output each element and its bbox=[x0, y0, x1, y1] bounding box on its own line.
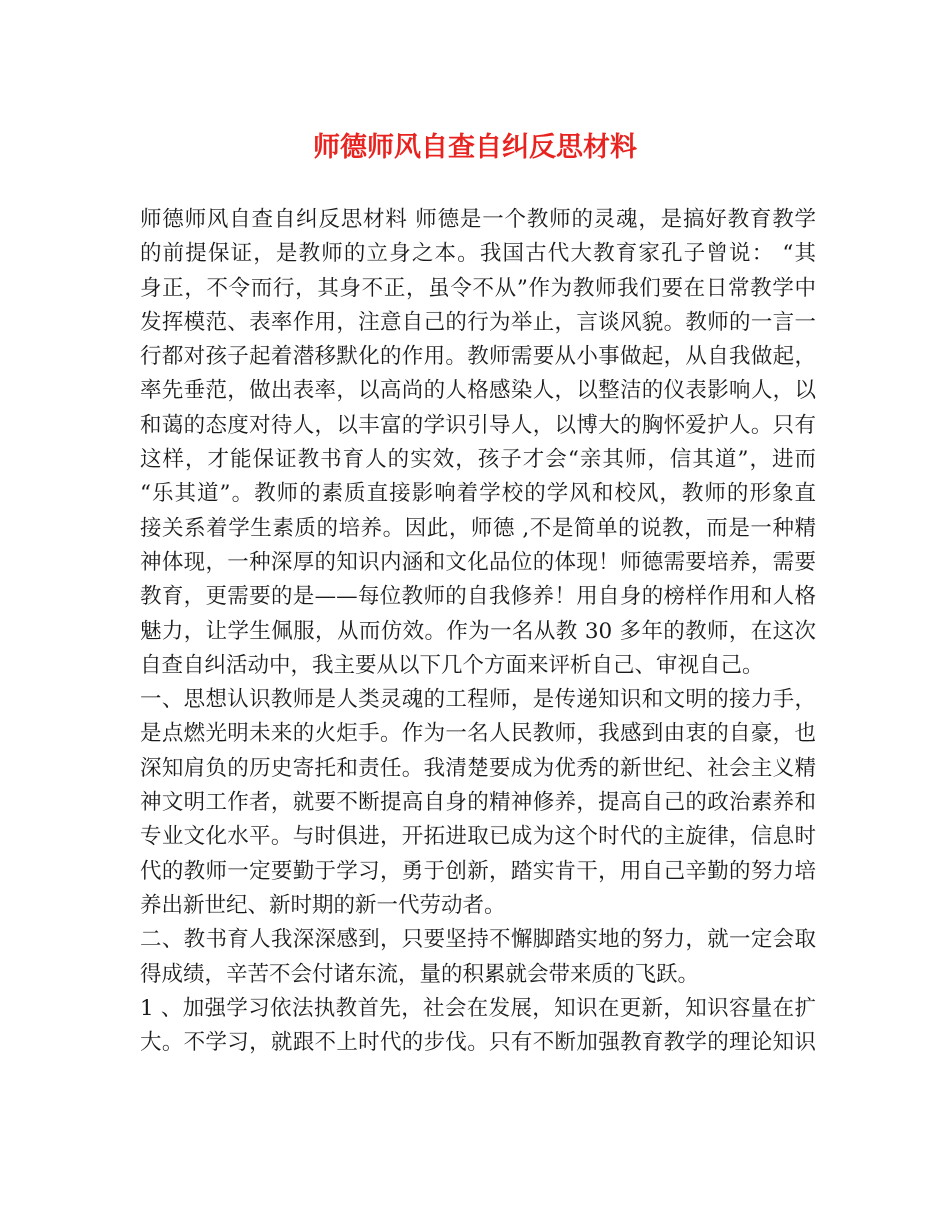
text-line: 行都对孩子起着潜移默化的作用。教师需要从小事做起，从自我做起， bbox=[140, 344, 816, 370]
text-line: 是点燃光明未来的火炬手。作为一名人民教师，我感到由衷的自豪，也 bbox=[140, 721, 816, 747]
text-line: 接关系着学生素质的培养。因此，师德 ,不是简单的说教，而是一种精 bbox=[140, 515, 816, 541]
text-line: 神文明工作者，就要不断提高自身的精神修养，提高自己的政治素养和 bbox=[140, 790, 816, 816]
text-line: 得成绩，辛苦不会付诸东流，量的积累就会带来质的飞跃。 bbox=[140, 961, 700, 987]
text-line: 教育，更需要的是——每位教师的自我修养！用自身的榜样作用和人格 bbox=[140, 584, 816, 610]
text-line: 1 、加强学习依法执教首先，社会在发展，知识在更新，知识容量在扩 bbox=[140, 995, 816, 1021]
text-line: “乐其道”。教师的素质直接影响着学校的学风和校风，教师的形象直 bbox=[140, 481, 816, 507]
text-line: 这样，才能保证教书育人的实效，孩子才会“亲其师，信其道”，进而 bbox=[140, 447, 816, 473]
text-line: 专业文化水平。与时俱进，开拓进取已成为这个时代的主旋律，信息时 bbox=[140, 824, 816, 850]
text-line: 一、思想认识教师是人类灵魂的工程师，是传递知识和文明的接力手， bbox=[140, 687, 816, 713]
text-line: 二、教书育人我深深感到，只要坚持不懈脚踏实地的努力，就一定会取 bbox=[140, 927, 816, 953]
text-line: 大。不学习，就跟不上时代的步伐。只有不断加强教育教学的理论知识 bbox=[140, 1030, 816, 1056]
text-line: 深知肩负的历史寄托和责任。我清楚要成为优秀的新世纪、社会主义精 bbox=[140, 755, 816, 781]
text-line: 养出新世纪、新时期的新一代劳动者。 bbox=[140, 892, 506, 918]
text-line: 自查自纠活动中，我主要从以下几个方面来评析自己、审视自己。 bbox=[140, 652, 764, 678]
text-line: 率先垂范，做出表率，以高尚的人格感染人，以整洁的仪表影响人，以 bbox=[140, 378, 816, 404]
text-line: 魅力，让学生佩服，从而仿效。作为一名从教 30 多年的教师，在这次 bbox=[140, 618, 816, 644]
text-line: 身正，不令而行，其身不正，虽令不从”作为教师我们要在日常教学中 bbox=[140, 275, 816, 301]
text-line: 神体现，一种深厚的知识内涵和文化品位的体现！师德需要培养，需要 bbox=[140, 549, 816, 575]
document-body bbox=[140, 203, 816, 1060]
document-title: 师德师风自查自纠反思材料 bbox=[313, 132, 637, 163]
text-line: 的前提保证，是教师的立身之本。我国古代大教育家孔子曾说： “其 bbox=[140, 241, 816, 267]
text-line: 师德师风自查自纠反思材料 师德是一个教师的灵魂，是搞好教育教学 bbox=[140, 207, 816, 232]
text-line: 和蔼的态度对待人，以丰富的学识引导人，以博大的胸怀爱护人。只有 bbox=[140, 412, 816, 438]
text-line: 发挥模范、表率作用，注意自己的行为举止，言谈风貌。教师的一言一 bbox=[140, 309, 816, 335]
text-line: 代的教师一定要勤于学习，勇于创新，踏实肯干，用自己辛勤的努力培 bbox=[140, 858, 816, 884]
